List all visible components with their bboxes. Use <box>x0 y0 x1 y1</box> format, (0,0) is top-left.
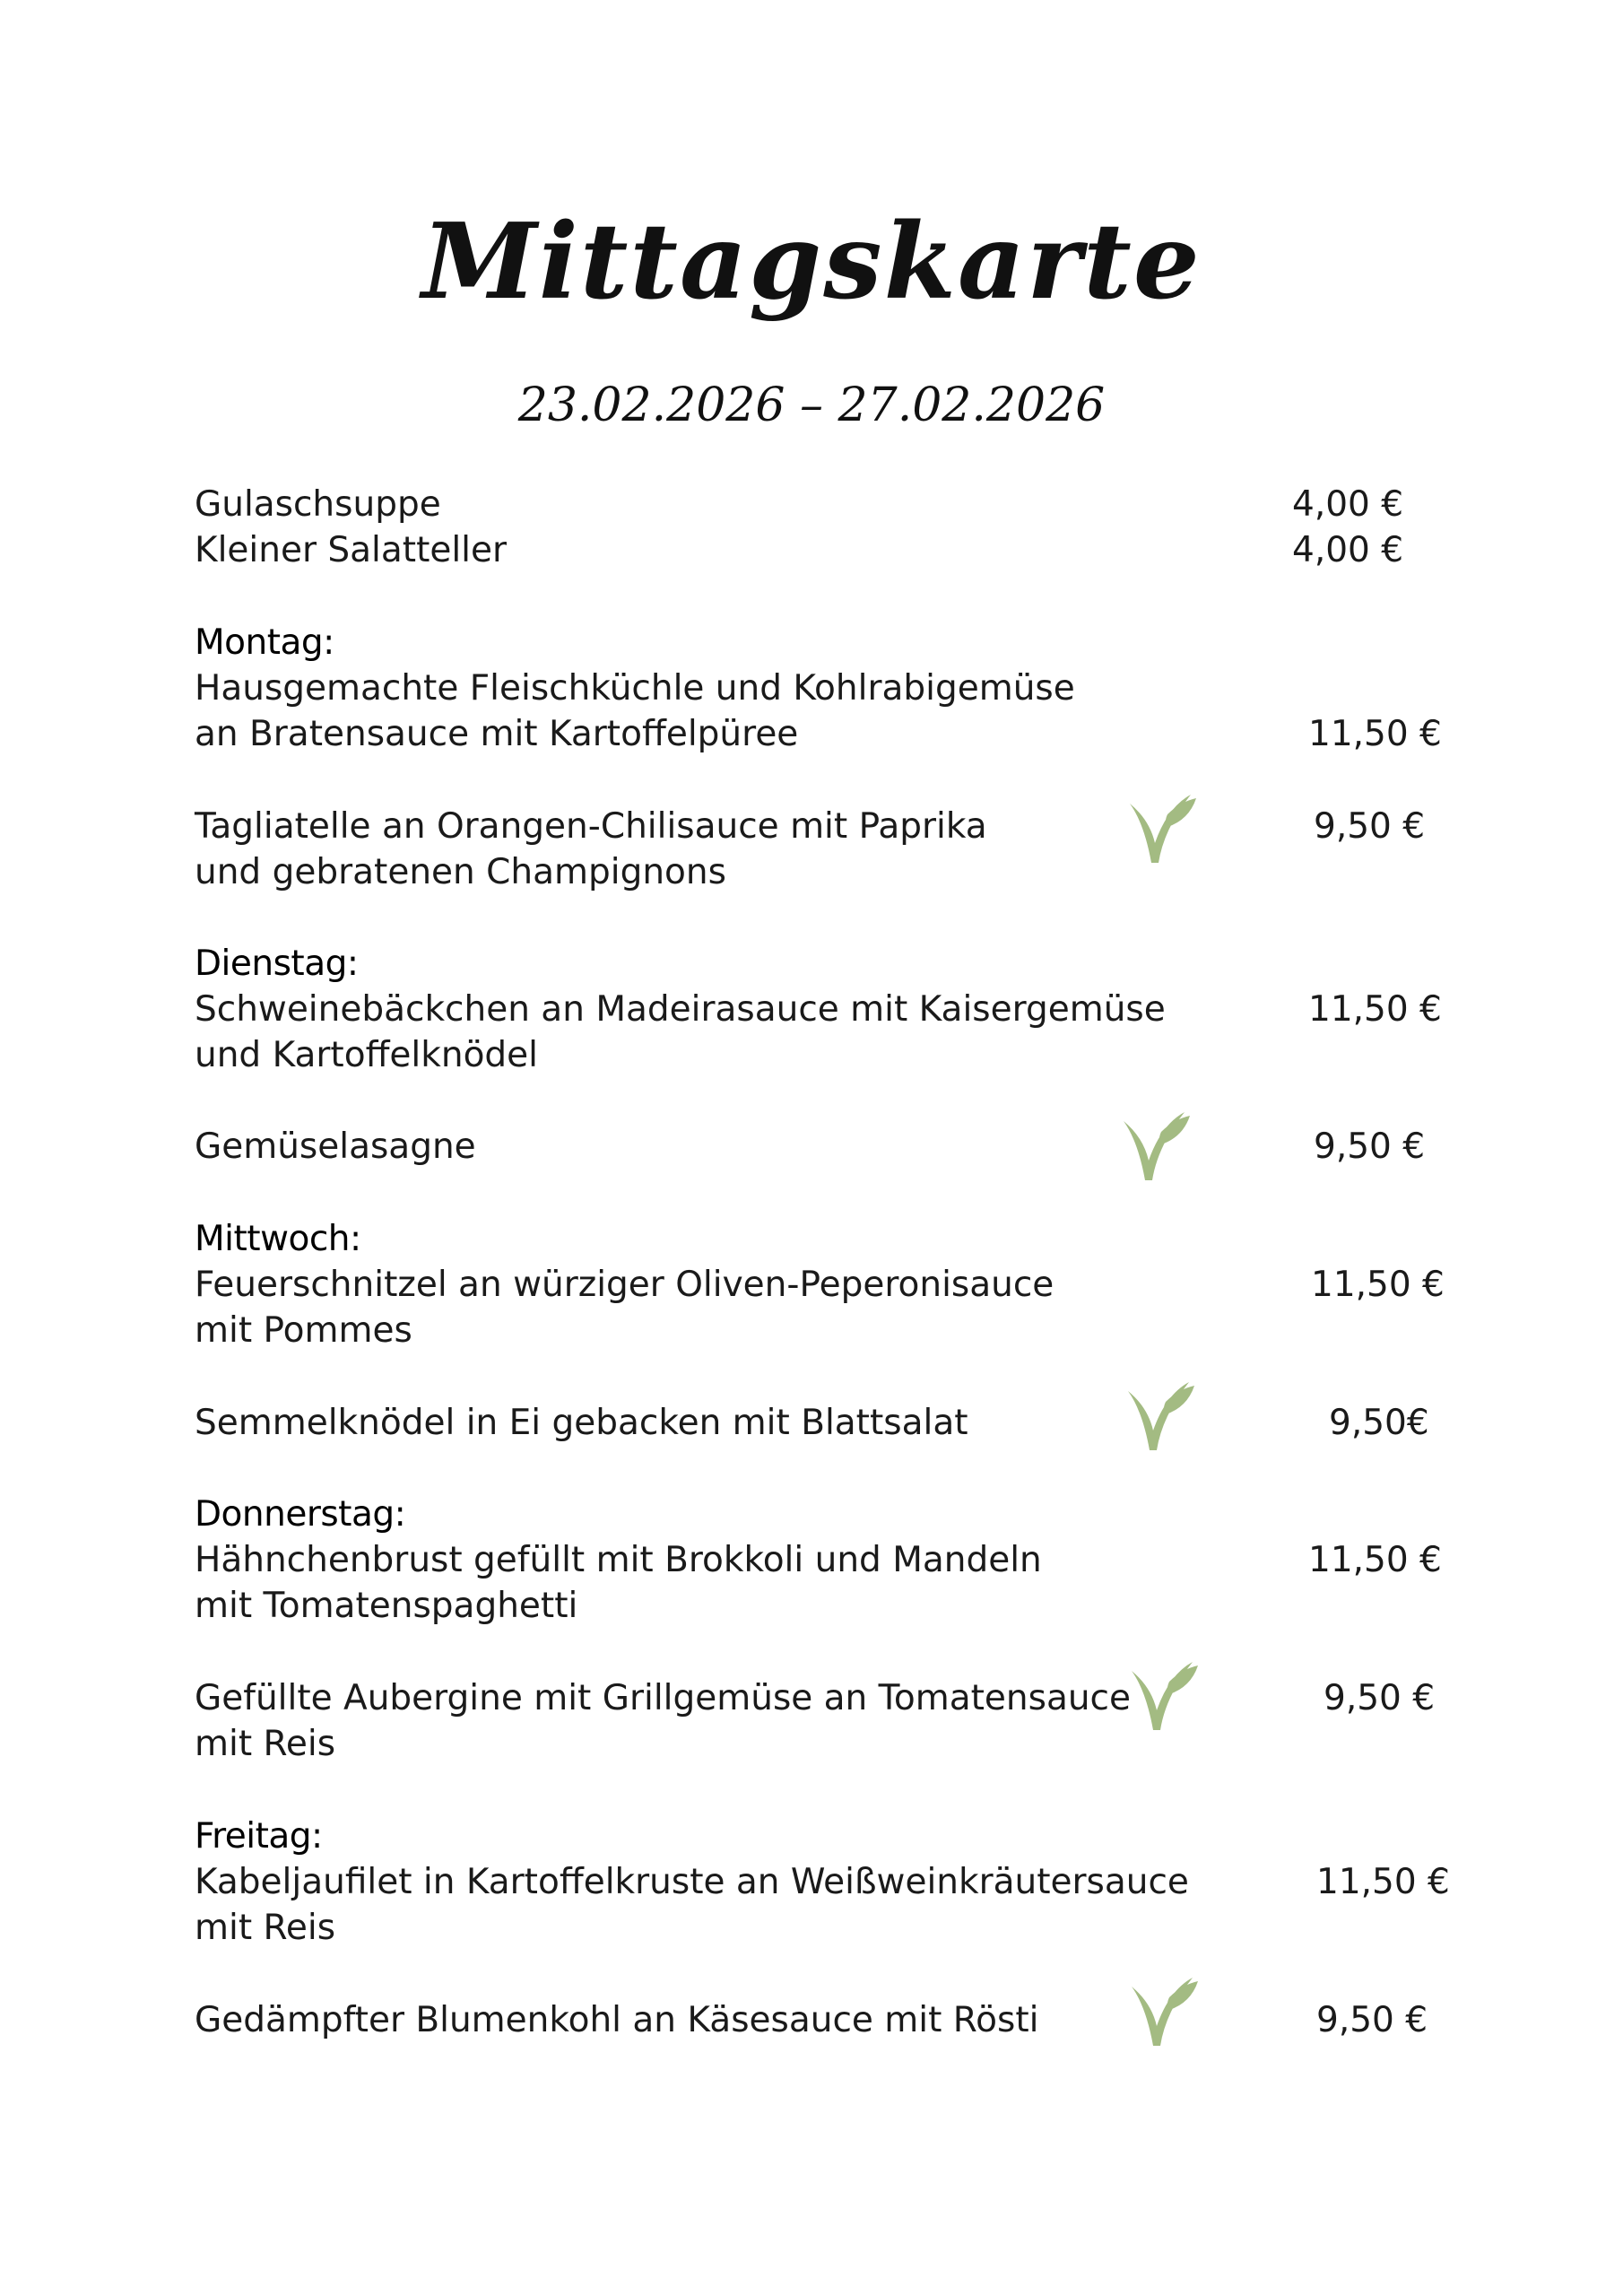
dish-price: 9,50 € <box>1324 1678 1436 1718</box>
dish-line: mit Reis <box>195 1908 336 1948</box>
vegetarian-leaf-icon <box>1115 1105 1193 1187</box>
dish-line: Feuerschnitzel an würziger Oliven-Peperonisauce <box>195 1265 1055 1305</box>
page-title: Mittagskarte <box>421 201 1202 323</box>
vegetarian-leaf-icon <box>1123 1970 1202 2053</box>
dish-price: 11,50 € <box>1311 1265 1445 1305</box>
vegetarian-leaf-icon <box>1119 1375 1198 1457</box>
dish-line: Gefüllte Aubergine mit Grillgemüse an Tomatensauce <box>195 1678 1131 1718</box>
dish-line: und Kartoffelknödel <box>195 1035 539 1075</box>
day-heading-mittwoch: Mittwoch: <box>195 1219 361 1259</box>
standard-item-price: 4,00 € <box>1292 530 1404 570</box>
dish-line: mit Pommes <box>195 1310 412 1351</box>
dish-price: 9,50 € <box>1314 1126 1426 1167</box>
dish-line: Kabeljaufilet in Kartoffelkruste an Weißweinkräutersauce <box>195 1862 1189 1902</box>
dish-line: mit Reis <box>195 1724 336 1764</box>
dish-price: 9,50€ <box>1329 1403 1429 1443</box>
standard-item-name: Kleiner Salatteller <box>195 530 508 570</box>
day-heading-donnerstag: Donnerstag: <box>195 1494 406 1535</box>
dish-line: Schweinebäckchen an Madeirasauce mit Kaisergemüse <box>195 989 1166 1030</box>
vegetarian-leaf-icon <box>1121 787 1200 870</box>
dish-price: 11,50 € <box>1308 989 1442 1030</box>
date-range: 23.02.2026 – 27.02.2026 <box>517 378 1106 432</box>
standard-item-name: Gulaschsuppe <box>195 484 441 525</box>
dish-price: 11,50 € <box>1308 714 1442 754</box>
dish-line: Hausgemachte Fleischküchle und Kohlrabigemüse <box>195 668 1075 709</box>
dish-line: Gedämpfter Blumenkohl an Käsesauce mit Rösti <box>195 2000 1039 2040</box>
dish-line: und gebratenen Champignons <box>195 852 726 892</box>
day-heading-dienstag: Dienstag: <box>195 944 359 984</box>
dish-line: mit Tomatenspaghetti <box>195 1586 578 1626</box>
day-heading-freitag: Freitag: <box>195 1816 323 1857</box>
dish-price: 9,50 € <box>1314 806 1426 847</box>
dish-line: Gemüselasagne <box>195 1126 476 1167</box>
day-heading-montag: Montag: <box>195 622 334 663</box>
dish-line: Tagliatelle an Orangen-Chilisauce mit Paprika <box>195 806 987 847</box>
dish-line: Hähnchenbrust gefüllt mit Brokkoli und Mandeln <box>195 1540 1042 1580</box>
dish-price: 9,50 € <box>1316 2000 1428 2040</box>
dish-price: 11,50 € <box>1316 1862 1450 1902</box>
dish-price: 11,50 € <box>1308 1540 1442 1580</box>
standard-item-price: 4,00 € <box>1292 484 1404 525</box>
vegetarian-leaf-icon <box>1123 1655 1202 1737</box>
dish-line: an Bratensauce mit Kartoffelpüree <box>195 714 799 754</box>
dish-line: Semmelknödel in Ei gebacken mit Blattsalat <box>195 1403 968 1443</box>
